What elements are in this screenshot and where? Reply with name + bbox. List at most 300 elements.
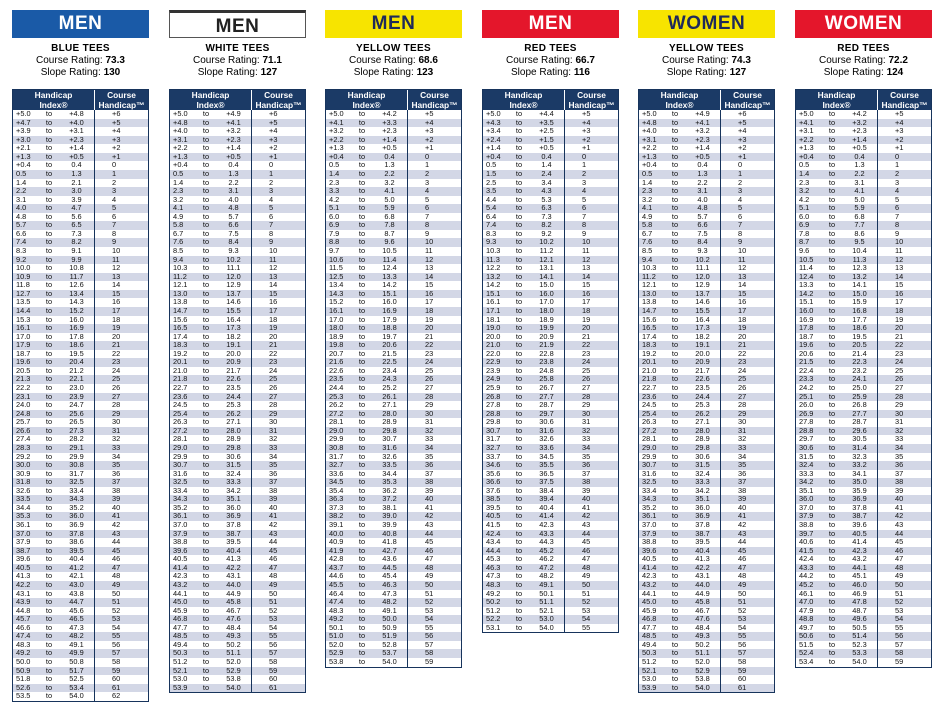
handicap-index-low: 5.4 (486, 203, 497, 213)
course-handicap-value: 40 (269, 502, 278, 512)
table-header (326, 90, 461, 110)
course-handicap-value: 54 (895, 614, 904, 624)
handicap-index-high: 0.4 (685, 161, 721, 170)
handicap-index-low: 20.1 (173, 357, 188, 367)
range-separator: to (45, 434, 53, 444)
handicap-index-low: 28.1 (642, 434, 657, 444)
course-handicap-value: 11 (269, 254, 277, 264)
handicap-index-high: +1.4 (372, 136, 408, 145)
handicap-index-low: +1.3 (16, 151, 31, 161)
table-rows (796, 110, 931, 667)
handicap-index-low: 36.1 (173, 511, 188, 521)
handicap-index-high: 4.0 (685, 196, 721, 205)
course-handicap-value: 17 (112, 305, 121, 315)
handicap-index-high: 46.0 (842, 581, 878, 590)
range-separator: to (515, 177, 523, 187)
table-row (13, 692, 148, 701)
handicap-index-low: 16.1 (486, 297, 501, 307)
range-separator: to (202, 323, 210, 333)
course-handicap-value: 48 (738, 571, 747, 581)
course-rating: Course Rating: 68.6 (349, 55, 438, 66)
handicap-index-high: 12.1 (529, 256, 565, 265)
handicap-index-high: 35.9 (842, 487, 878, 496)
handicap-index-low: 11.3 (486, 254, 500, 264)
handicap-index-high: 11.1 (216, 264, 252, 273)
handicap-index-low: +4.0 (642, 126, 657, 136)
course-handicap-value: 46 (582, 545, 591, 555)
course-handicap-value: 4 (895, 186, 900, 196)
course-handicap-value: 15 (582, 280, 591, 290)
handicap-index-low: +2.2 (173, 143, 188, 153)
range-separator: to (358, 348, 366, 358)
handicap-index-high: 17.0 (529, 298, 565, 307)
range-separator: to (671, 665, 679, 675)
handicap-index-low: 7.6 (173, 237, 184, 247)
handicap-index-high: 41.8 (372, 538, 408, 547)
handicap-index-low: 10.3 (173, 263, 188, 273)
range-separator: to (358, 477, 366, 487)
handicap-index-high: 50.5 (842, 624, 878, 633)
handicap-index-high: 39.5 (59, 547, 95, 556)
course-handicap-value: 37 (112, 477, 121, 487)
handicap-index-low: 32.7 (486, 442, 501, 452)
range-separator: to (202, 117, 210, 127)
course-handicap-value: 27 (269, 391, 278, 401)
handicap-index-high: 54.0 (59, 692, 95, 701)
tee-header (325, 43, 462, 87)
handicap-index-high: 28.9 (685, 435, 721, 444)
course-handicap-value: 43 (895, 520, 904, 529)
handicap-index-high: 2.2 (216, 179, 252, 188)
course-handicap-value: 53 (112, 614, 121, 624)
course-handicap-value: 53 (895, 605, 904, 615)
handicap-index-low: 5.8 (642, 220, 653, 230)
range-separator: to (671, 246, 679, 255)
range-separator: to (828, 228, 836, 238)
range-separator: to (202, 297, 210, 307)
handicap-index-low: 21.0 (173, 365, 188, 375)
handicap-index-low: 40.6 (799, 537, 814, 547)
handicap-index-high: 9.9 (59, 256, 95, 265)
handicap-index-high: 19.9 (529, 324, 565, 333)
range-separator: to (358, 288, 366, 298)
course-handicap-value: 5 (738, 203, 743, 213)
course-handicap-value: 17 (425, 297, 434, 307)
handicap-index-high: 0.4 (216, 161, 252, 170)
table-header (796, 90, 931, 110)
range-separator: to (358, 494, 366, 504)
range-separator: to (45, 614, 53, 624)
range-separator: to (671, 203, 679, 213)
handicap-index-low: 3.2 (799, 186, 810, 196)
handicap-index-high: 29.7 (529, 410, 565, 419)
handicap-index-low: 30.8 (329, 442, 344, 452)
range-separator: to (828, 168, 836, 178)
handicap-index-low: 40.5 (16, 562, 31, 572)
range-separator: to (358, 597, 366, 607)
handicap-index-low: 29.9 (642, 451, 657, 461)
handicap-index-high: 18.9 (529, 316, 565, 325)
handicap-index-high: 39.9 (372, 521, 408, 530)
handicap-index-high: 14.6 (685, 298, 721, 307)
range-separator: to (358, 434, 366, 444)
handicap-index-low: 29.9 (173, 451, 188, 461)
range-separator: to (202, 263, 210, 273)
handicap-index-high: 26.1 (372, 393, 408, 402)
range-separator: to (358, 126, 366, 136)
handicap-index-high: 50.9 (372, 624, 408, 633)
course-handicap-value: 56 (738, 639, 747, 649)
handicap-index-low: 40.9 (329, 537, 344, 547)
handicap-index-low: +1.4 (486, 143, 501, 153)
handicap-index-high: 20.4 (59, 358, 95, 367)
handicap-index-high: 52.8 (372, 641, 408, 650)
handicap-index-low: 37.0 (16, 528, 31, 538)
handicap-index-low: 17.9 (16, 340, 31, 350)
course-handicap-value: 40 (738, 502, 747, 512)
range-separator: to (202, 434, 210, 444)
course-handicap-value: +3 (895, 126, 904, 136)
tee-header (482, 43, 619, 87)
table-header (639, 90, 774, 110)
handicap-index-low: 11.8 (16, 280, 30, 290)
handicap-index-low: 30.9 (16, 468, 31, 478)
handicap-index-low: 50.2 (486, 597, 501, 607)
range-separator: to (45, 631, 53, 641)
range-separator: to (358, 605, 366, 615)
range-separator: to (202, 562, 210, 572)
handicap-index-low: 16.1 (329, 305, 344, 315)
handicap-index-high: 8.4 (216, 238, 252, 247)
course-handicap-value: 34 (738, 451, 747, 461)
tee-column-yellow-women (638, 10, 775, 693)
handicap-index-high: 41.4 (529, 512, 565, 521)
course-handicap-value: 0 (895, 151, 900, 161)
range-separator: to (515, 528, 523, 538)
course-handicap-value: 14 (738, 280, 747, 290)
handicap-index-low: 12.1 (642, 280, 657, 290)
course-handicap-value: 16 (582, 288, 591, 298)
handicap-index-high: 46.9 (842, 590, 878, 599)
course-handicap-value: 62 (112, 691, 121, 701)
handicap-index-header: Handicap Index® (326, 90, 408, 110)
course-handicap-value: 49 (738, 579, 747, 589)
course-handicap-header: Course Handicap™ (881, 90, 928, 110)
course-handicap-value: 57 (738, 648, 747, 658)
course-handicap-value: 17 (738, 305, 747, 315)
table-row (639, 684, 774, 693)
handicap-index-low: 15.3 (16, 314, 31, 324)
course-handicap-value: 5 (582, 194, 587, 204)
range-separator: to (671, 400, 679, 410)
handicap-index-low: 26.3 (642, 417, 657, 427)
handicap-index-high: 2.4 (529, 170, 565, 179)
handicap-index-low: 20.7 (329, 348, 344, 358)
range-separator: to (515, 571, 523, 581)
course-handicap-value: 29 (269, 408, 278, 418)
range-separator: to (45, 545, 53, 555)
handicap-index-low: 33.7 (486, 451, 501, 461)
handicap-index-high: 36.0 (216, 504, 252, 513)
range-separator: to (515, 417, 523, 427)
handicap-index-low: 6.0 (329, 211, 340, 221)
handicap-index-high: 9.2 (529, 230, 565, 239)
course-handicap-value: 24 (738, 365, 747, 375)
handicap-index-high: 30.6 (529, 418, 565, 427)
course-handicap-value: 10 (425, 237, 434, 247)
course-handicap-value: 9 (582, 228, 587, 238)
range-separator: to (358, 177, 366, 187)
course-handicap-value: +2 (269, 143, 278, 153)
course-handicap-value: 3 (582, 177, 587, 187)
handicap-index-low: 32.5 (642, 477, 657, 487)
handicap-index-high: 6.8 (842, 213, 878, 222)
course-handicap-value: 1 (425, 160, 430, 170)
handicap-index-low: 37.0 (642, 520, 657, 529)
handicap-index-low: 9.3 (486, 237, 497, 247)
handicap-index-high: 2.2 (372, 170, 408, 179)
handicap-index-high: 36.5 (529, 470, 565, 479)
handicap-index-high: 38.6 (59, 538, 95, 547)
handicap-table (169, 89, 306, 693)
course-handicap-value: +4 (269, 126, 278, 136)
handicap-index-low: 52.9 (329, 648, 344, 658)
course-handicap-value: 52 (425, 597, 434, 607)
handicap-index-low: 17.4 (173, 331, 188, 341)
handicap-index-high: 37.2 (372, 495, 408, 504)
handicap-index-low: 36.3 (329, 494, 344, 504)
range-separator: to (358, 305, 366, 315)
handicap-index-low: 44.6 (329, 571, 344, 581)
handicap-index-high: 7.5 (216, 230, 252, 239)
handicap-index-low: 18.0 (329, 323, 344, 333)
range-separator: to (671, 220, 679, 230)
handicap-index-high: 32.4 (216, 470, 252, 479)
course-handicap-value: 45 (425, 537, 434, 547)
range-separator: to (45, 554, 53, 564)
handicap-index-low: 47.7 (173, 622, 188, 632)
course-handicap-value: 24 (269, 365, 278, 375)
handicap-index-low: 27.8 (799, 417, 814, 427)
handicap-index-high: 43.1 (685, 572, 721, 581)
course-handicap-value: 42 (738, 520, 747, 529)
course-handicap-value: 0 (425, 151, 430, 161)
range-separator: to (828, 554, 836, 564)
handicap-index-low: 11.5 (329, 263, 343, 273)
handicap-index-low: +1.3 (173, 151, 188, 161)
handicap-index-low: 49.7 (799, 622, 814, 632)
range-separator: to (45, 203, 53, 213)
course-handicap-value: 6 (895, 203, 900, 213)
handicap-index-high: 54.0 (372, 658, 408, 667)
handicap-index-high: 51.1 (529, 598, 565, 607)
range-separator: to (671, 391, 679, 401)
course-handicap-value: 14 (895, 271, 904, 281)
handicap-index-high: 15.0 (842, 290, 878, 299)
course-handicap-value: 26 (895, 374, 904, 384)
handicap-index-low: 46.4 (329, 588, 344, 598)
course-handicap-value: 29 (425, 400, 434, 410)
handicap-index-low: 8.8 (329, 237, 340, 247)
range-separator: to (45, 468, 53, 478)
range-separator: to (358, 562, 366, 572)
handicap-index-low: 27.8 (486, 400, 501, 410)
course-handicap-value: 59 (112, 665, 121, 675)
course-handicap-value: 10 (112, 246, 121, 255)
handicap-index-low: 51.5 (799, 639, 814, 649)
course-handicap-value: 3 (895, 177, 900, 187)
handicap-index-low: 1.4 (173, 177, 184, 187)
handicap-index-low: 35.2 (173, 502, 188, 512)
handicap-index-low: 4.4 (486, 194, 497, 204)
handicap-index-high: 1.4 (529, 161, 565, 170)
slope-rating: Slope Rating: 127 (197, 66, 278, 78)
handicap-index-high: +0.5 (685, 153, 721, 162)
course-handicap-value: 28 (738, 400, 747, 410)
range-separator: to (671, 186, 679, 196)
handicap-index-low: 16.1 (16, 323, 31, 333)
course-handicap-value: 19 (895, 314, 904, 324)
handicap-index-low: 52.4 (799, 648, 814, 658)
range-separator: to (671, 237, 679, 247)
course-handicap-value: 31 (582, 417, 591, 427)
range-separator: to (515, 220, 523, 230)
handicap-index-low: 30.6 (799, 442, 814, 452)
range-separator: to (358, 648, 366, 658)
range-separator: to (45, 597, 53, 607)
handicap-index-high: 51.7 (59, 667, 95, 676)
handicap-index-low: 48.5 (642, 631, 657, 641)
course-handicap-value: 43 (582, 520, 591, 529)
course-handicap-value: 46 (895, 545, 904, 555)
handicap-index-high: 52.9 (216, 667, 252, 676)
handicap-index-high: 32.5 (59, 478, 95, 487)
handicap-index-high: 9.5 (842, 238, 878, 247)
range-separator: to (358, 297, 366, 307)
handicap-index-high: 20.9 (216, 358, 252, 367)
course-handicap-value: 11 (738, 254, 746, 264)
handicap-index-low: 21.0 (642, 365, 657, 375)
handicap-index-low: 31.7 (329, 451, 344, 461)
range-separator: to (202, 485, 210, 495)
handicap-index-high: 27.1 (216, 418, 252, 427)
range-separator: to (358, 657, 366, 666)
course-handicap-value: 13 (895, 263, 904, 273)
range-separator: to (671, 211, 679, 221)
course-handicap-value: 12 (112, 263, 121, 273)
handicap-index-low: 38.7 (16, 545, 31, 555)
course-handicap-value: +6 (112, 109, 121, 118)
course-handicap-value: 48 (425, 562, 434, 572)
range-separator: to (358, 502, 366, 512)
course-handicap-value: 51 (895, 588, 904, 598)
handicap-index-low: 34.6 (486, 460, 501, 470)
handicap-index-low: +5.0 (486, 109, 501, 118)
handicap-index-low: 51.8 (16, 674, 31, 684)
table-row (483, 624, 618, 633)
handicap-index-high: 23.9 (59, 393, 95, 402)
course-handicap-value: 50 (895, 579, 904, 589)
course-handicap-value: +5 (269, 117, 278, 127)
handicap-index-high: 48.2 (59, 632, 95, 641)
handicap-index-high: 49.1 (529, 581, 565, 590)
range-separator: to (828, 323, 836, 333)
range-separator: to (358, 211, 366, 221)
course-handicap-value: +1 (895, 143, 904, 153)
handicap-index-high: 6.6 (685, 221, 721, 230)
handicap-index-high: 30.7 (372, 435, 408, 444)
range-separator: to (515, 485, 523, 495)
handicap-index-low: 0.5 (486, 160, 497, 170)
course-handicap-value: 0 (582, 151, 587, 161)
handicap-index-low: 29.7 (799, 434, 814, 444)
range-separator: to (671, 502, 679, 512)
range-separator: to (671, 263, 679, 273)
handicap-index-low: 39.6 (642, 545, 657, 555)
handicap-index-high: 21.4 (842, 350, 878, 359)
handicap-index-high: 52.1 (529, 607, 565, 616)
handicap-index-high: 15.2 (59, 307, 95, 316)
handicap-index-high: 42.2 (216, 564, 252, 573)
course-handicap-value: 51 (425, 588, 434, 598)
handicap-index-high: 5.9 (372, 204, 408, 213)
range-separator: to (202, 365, 210, 375)
handicap-index-high: 43.0 (59, 581, 95, 590)
range-separator: to (202, 160, 210, 170)
handicap-index-high: 37.5 (529, 478, 565, 487)
course-handicap-value: 10 (738, 246, 747, 255)
handicap-index-high: 7.3 (59, 230, 95, 239)
handicap-table (325, 89, 462, 668)
course-handicap-value: 50 (582, 579, 591, 589)
course-handicap-value: 45 (269, 545, 278, 555)
handicap-index-high: 3.2 (372, 179, 408, 188)
range-separator: to (671, 323, 679, 333)
handicap-index-low: 23.5 (329, 374, 344, 384)
handicap-index-high: 4.8 (685, 204, 721, 213)
handicap-index-high: 43.8 (59, 590, 95, 599)
course-handicap-value: 55 (895, 622, 904, 632)
handicap-index-low: 14.7 (642, 305, 657, 315)
handicap-index-high: 34.1 (842, 470, 878, 479)
handicap-index-low: 18.3 (173, 340, 188, 350)
course-handicap-value: 56 (112, 639, 121, 649)
handicap-index-high: 45.2 (529, 547, 565, 556)
handicap-index-high: 9.3 (216, 247, 252, 256)
handicap-table (638, 89, 775, 693)
handicap-index-high: 17.7 (842, 316, 878, 325)
course-handicap-value: 25 (895, 365, 904, 375)
handicap-index-high: 7.7 (842, 221, 878, 230)
handicap-index-low: +4.1 (329, 117, 344, 127)
range-separator: to (515, 614, 523, 624)
course-handicap-value: +1 (112, 151, 121, 161)
range-separator: to (515, 254, 523, 264)
handicap-index-high: 20.9 (529, 333, 565, 342)
handicap-index-low: 24.8 (16, 408, 31, 418)
handicap-index-low: 37.3 (329, 502, 344, 512)
handicap-index-low: 37.0 (799, 502, 814, 512)
course-handicap-value: 15 (738, 288, 747, 298)
handicap-index-high: +4.1 (685, 119, 721, 128)
handicap-index-low: 24.0 (16, 400, 31, 410)
course-handicap-value: 20 (738, 331, 747, 341)
gender-banner: MEN (12, 10, 149, 38)
handicap-index-low: 8.3 (16, 246, 27, 255)
handicap-index-low: 14.4 (16, 305, 31, 315)
range-separator: to (358, 340, 366, 350)
course-handicap-value: 13 (269, 271, 278, 281)
